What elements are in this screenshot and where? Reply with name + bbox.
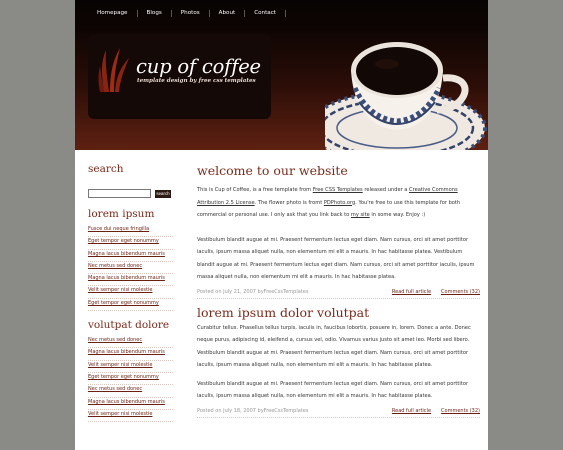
intro-text: . You're free to use this template for both commercial or personal use. I only ask that you link back to [197, 199, 461, 218]
nav-homepage[interactable]: Homepage [90, 10, 138, 17]
post-meta-links [392, 289, 480, 295]
sidebar-link[interactable]: Magna lacus bibendum mauris [88, 274, 173, 286]
logo-box [88, 34, 271, 119]
top-navigation [75, 0, 488, 26]
sidebar [88, 163, 173, 430]
my-site-link[interactable]: my site [350, 212, 370, 218]
sidebar-link[interactable]: Eget tempor eget nonummy [88, 373, 173, 385]
search-input[interactable] [88, 189, 151, 198]
free-css-templates-link[interactable]: Free CSS Templates [312, 187, 363, 193]
comments-link[interactable]: Comments (32) [441, 407, 480, 414]
comments-link[interactable]: Comments (32) [441, 288, 480, 295]
post [197, 163, 480, 299]
sidebar-link[interactable]: Nec metus sed donec [88, 336, 173, 348]
sidebar-link[interactable]: Velit semper nisi molestie [88, 361, 173, 373]
search-button[interactable]: search [156, 191, 170, 196]
intro-text: in some way. Enjoy :) [369, 212, 426, 218]
nav-contact[interactable]: Contact [245, 10, 286, 17]
grass-logo-icon [98, 46, 132, 92]
search-heading: search [88, 163, 124, 175]
intro-text: released under a [362, 187, 410, 193]
main-content [197, 163, 480, 418]
sidebar-link[interactable]: Eget tempor eget nonummy [88, 237, 173, 249]
post-meta-links [392, 408, 480, 414]
volutpat-dolore-heading: volutpat dolore [88, 319, 170, 332]
sidebar-link[interactable]: Nec metus sed donec [88, 385, 173, 397]
post-intro [197, 184, 480, 222]
post-date: Posted on July 21, 2007 byFreeCssTemplates [197, 288, 309, 295]
post-meta [197, 286, 480, 299]
sidebar-link[interactable]: Nec metus sed donec [88, 262, 173, 274]
read-full-article-link[interactable]: Read full article [391, 288, 432, 295]
sidebar-link[interactable]: Magna lacus bibendum mauris [88, 250, 173, 262]
post-body: Vestibulum blandit augue at mi. Praesent fermentum lectus eget diam. Nam cursus, orci sit amet porttitor iaculis, ipsum massa aliquet nulla, non elementum mi elit a mauris. In hac habitasse platea. Vestibulum blandit augue at mi. Praesent fermentum lectus eget diam. Nam cursus, orci sit amet porttitor iaculis, ipsum massa aliquet nulla, non elementum mi elit a mauris. In hac habitasse platea. [197, 236, 475, 280]
page [75, 0, 488, 450]
sidebar-link[interactable]: Velit semper nisi molestie [88, 286, 173, 298]
sidebar-link[interactable]: Fusce dui neque fringilla [88, 225, 173, 237]
lorem-ipsum-links [88, 225, 173, 311]
post-paragraph: Curabitur tellus. Phasellus tellus turpis, iaculis in, faucibus lobortis, posuere in, lorem. Donec a ante. Donec neque purus, adipiscing id, eleifend a, cursus vel, odio. Vivamus varius justo sit amet leo. Morbi sed libero. Vestibulum blandit augue at mi. Praesent fermentum lectus eget diam. Nam cursus, orci sit amet porttitor iaculis, ipsum massa aliquet nulla, non elementum mi elit a mauris. In hac habitasse platea. [197, 324, 471, 368]
volutpat-dolore-links [88, 336, 173, 422]
license-link[interactable]: Creative Commons Attribution 2.5 License [197, 187, 458, 206]
sidebar-link[interactable]: Magna lacus bibendum mauris [88, 398, 173, 410]
search-form [88, 188, 173, 199]
nav-about[interactable]: About [210, 10, 246, 17]
post-meta [197, 405, 480, 418]
read-full-article-link[interactable]: Read full article [391, 407, 432, 414]
sidebar-link[interactable]: Magna lacus bibendum mauris [88, 348, 173, 360]
post-paragraph: Vestibulum blandit augue at mi. Praesent fermentum lectus eget diam. Nam cursus, orci sit amet porttitor iaculis, ipsum massa aliquet nulla, non elementum mi elit a mauris. In hac habitasse platea. [197, 380, 469, 399]
nav-photos[interactable]: Photos [172, 10, 210, 17]
intro-text: This is Cup of Coffee, is a free template from [197, 187, 313, 193]
sidebar-link[interactable]: Velit semper nisi molestie [88, 410, 173, 422]
intro-text: . The flower photo is fromt [254, 199, 324, 206]
post-title: welcome to our website [197, 163, 348, 178]
site-title: cup of coffee [136, 55, 261, 78]
site-tagline: template design by free css templates [137, 78, 256, 84]
post [197, 305, 480, 418]
sidebar-link[interactable]: Eget tempor eget nonummy [88, 299, 173, 311]
header [75, 0, 488, 150]
lorem-ipsum-heading: lorem ipsum [88, 208, 155, 220]
post-date: Posted on July 18, 2007 byFreeCssTemplates [197, 407, 309, 414]
pdphoto-link[interactable]: PDPhoto.org [323, 199, 356, 206]
coffee-cup-image [325, 28, 488, 150]
nav-blogs[interactable]: Blogs [138, 10, 172, 17]
post-title: lorem ipsum dolor volutpat [197, 304, 370, 320]
